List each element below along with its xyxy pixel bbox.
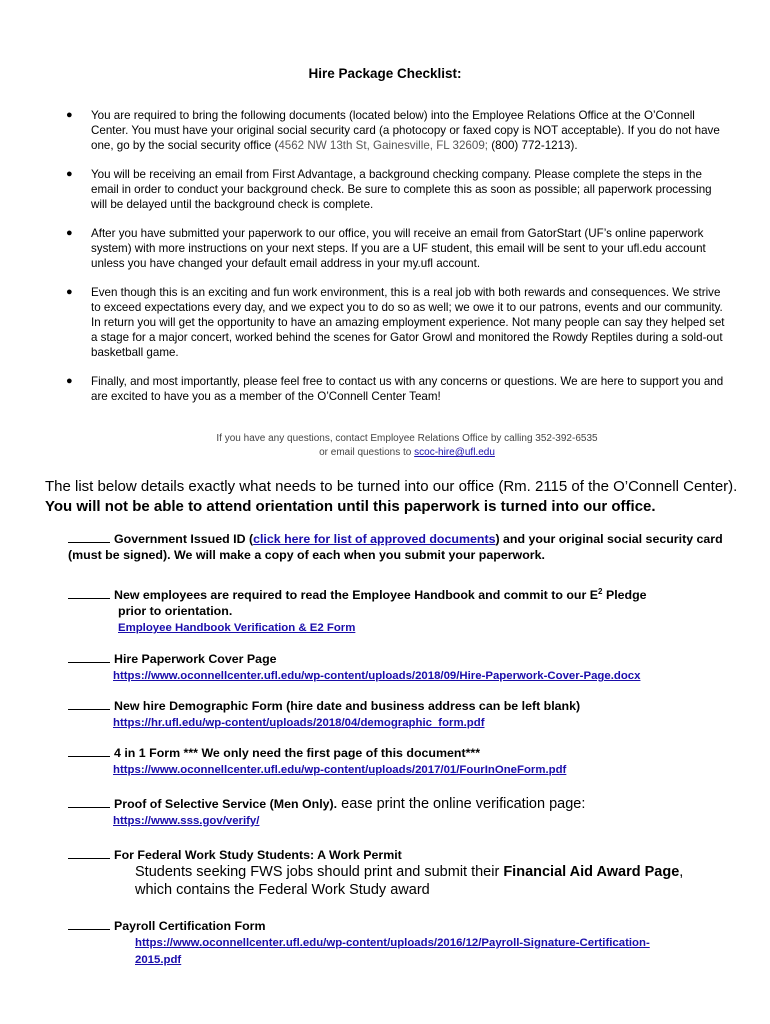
- bullet-icon: ●: [66, 375, 73, 387]
- checklist-item-handbook: New employees are required to read the Employee Handbook and commit to our $E^2$ Pledge prior to orientation. Employee Handbook Verification & E2 Form: [68, 584, 728, 636]
- intro-paragraph: The list below details exactly what needs to be turned into our office (Rm. 2115 of the O’Connell Center). You will not be able to attend orientation until this paperwork is turned into our office.: [45, 478, 738, 515]
- checklist-item-payroll: Payroll Certification Form https://www.oconnellcenter.ufl.edu/wp-content/uploads/2016/12/Payroll-Signature-Certification- 2015.pdf: [68, 918, 728, 968]
- checkbox-blank[interactable]: [68, 651, 110, 663]
- demographic-form-link[interactable]: https://hr.ufl.edu/wp-content/uploads/2018/04/demographic_form.pdf: [113, 717, 485, 729]
- bullet-icon: ●: [66, 109, 73, 121]
- payroll-certification-link[interactable]: https://www.oconnellcenter.ufl.edu/wp-content/uploads/2016/12/Payroll-Signature-Certification-: [135, 937, 650, 949]
- list-item: ● Even though this is an exciting and fun work environment, this is a real job with both rewards and consequences. We strive to exceed expectations every day, and we expect you to do so as well; we owe it to our patrons, events and our community. In return you will get the opportunity to have an amazing employment experience. Not many people can say they helped set a stage for a major concert, worked behind the scenes for Gator Growl and monitored the Rowdy Reptiles during a sold-out basketball game.: [66, 286, 725, 359]
- checkbox-blank[interactable]: [68, 847, 110, 859]
- office-address: 4562 NW 13th St, Gainesville, FL 32609;: [278, 139, 488, 152]
- bullet-icon: ●: [66, 227, 73, 239]
- page-title: Hire Package Checklist:: [308, 66, 462, 81]
- checkbox-blank[interactable]: [68, 587, 110, 599]
- checklist-item-fws: For Federal Work Study Students: A Work Permit Students seeking FWS jobs should print and submit their Financial Aid Award Page, which contains the Federal Work Study award: [68, 847, 728, 899]
- bullet-icon: ●: [66, 168, 73, 180]
- checkbox-blank[interactable]: [68, 918, 110, 930]
- payroll-certification-link-cont[interactable]: 2015.pdf: [135, 954, 182, 966]
- bullet-icon: ●: [66, 286, 73, 298]
- checkbox-blank[interactable]: [68, 796, 110, 808]
- checklist-item-demographic: New hire Demographic Form (hire date and business address can be left blank) https://hr.ufl.edu/wp-content/uploads/2018/04/demographic_form.pdf: [68, 698, 728, 731]
- selective-service-link[interactable]: https://www.sss.gov/verify/: [113, 815, 260, 827]
- checklist-item-selective-service: Proof of Selective Service (Men Only). ease print the online verification page: https://www.sss.gov/verify/: [68, 796, 728, 829]
- contact-email-link[interactable]: scoc-hire@ufl.edu: [414, 447, 495, 458]
- contact-info: If you have any questions, contact Employee Relations Office by calling 352-392-6535 or email questions to scoc-hire@ufl.edu: [216, 433, 598, 458]
- checklist-item-cover-page: Hire Paperwork Cover Page https://www.oconnellcenter.ufl.edu/wp-content/uploads/2018/09/Hire-Paperwork-Cover-Page.docx: [68, 651, 728, 684]
- list-item: ● You will be receiving an email from First Advantage, a background checking company. Please complete the steps in the email in order to conduct your background check. Be sure to complete this as soon as possible; all paperwork processing will be delayed until the background check is complete.: [66, 168, 712, 211]
- checklist-item-gov-id: Government Issued ID (click here for list of approved documents) and your original social security card (must be signed). We will make a copy of each when you submit your paperwork.: [68, 532, 723, 562]
- fws-description: Students seeking FWS jobs should print and submit their Financial Aid Award Page, which contains the Federal Work Study award: [135, 864, 684, 898]
- checkbox-blank[interactable]: [68, 531, 110, 543]
- list-item: ● Finally, and most importantly, please feel free to contact us with any concerns or questions. We are here to support you and are excited to have you as a member of the O’Connell Center Team!: [66, 375, 724, 403]
- checkbox-blank[interactable]: [68, 745, 110, 757]
- list-item: ● You are required to bring the following documents (located below) into the Employee Relations Office at the O’Connell Center. You must have your original social security card (a photocopy or faxed copy is NOT acceptable). If you do not have one, go by the social security office (4562 NW 13th St, Gainesville, FL 32609; (800) 772-1213).: [66, 109, 720, 152]
- four-in-one-link[interactable]: https://www.oconnellcenter.ufl.edu/wp-content/uploads/2017/01/FourInOneForm.pdf: [113, 764, 567, 776]
- instructions-list: [66, 108, 726, 418]
- list-item: ● After you have submitted your paperwork to our office, you will receive an email from GatorStart (UF’s online paperwork system) with more instructions on your next steps. If you are a UF student, this email will be sent to your ufl.edu account unless you have changed your default email address in your my.ufl account.: [66, 227, 706, 270]
- cover-page-link[interactable]: https://www.oconnellcenter.ufl.edu/wp-content/uploads/2018/09/Hire-Paperwork-Cover-Page.docx: [113, 670, 641, 682]
- checklist-item-4in1: 4 in 1 Form *** We only need the first page of this document*** https://www.oconnellcenter.ufl.edu/wp-content/uploads/2017/01/FourInOneForm.pdf: [68, 745, 728, 778]
- approved-documents-link[interactable]: click here for list of approved documents: [253, 532, 496, 546]
- handbook-verification-link[interactable]: Employee Handbook Verification & E2 Form: [118, 622, 356, 635]
- checkbox-blank[interactable]: [68, 698, 110, 710]
